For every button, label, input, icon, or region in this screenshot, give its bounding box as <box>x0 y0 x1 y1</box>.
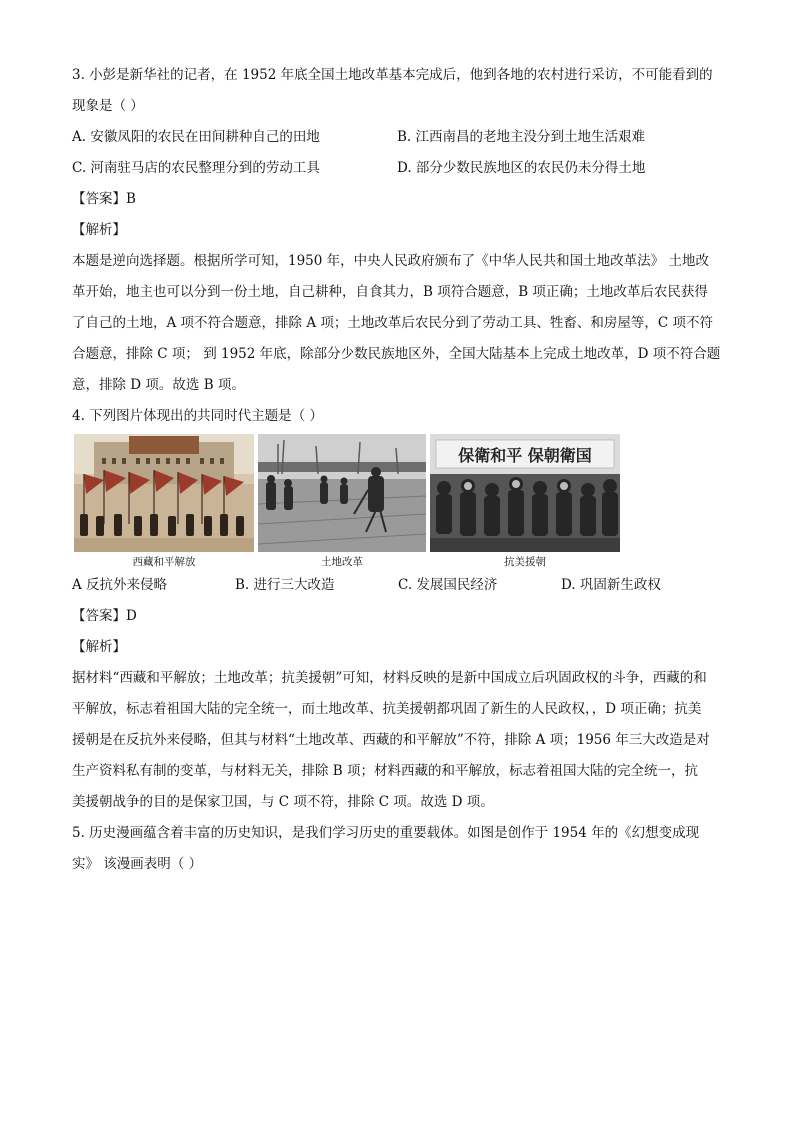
option-d: D. 巩固新生政权 <box>561 577 661 593</box>
question-3-analysis-line: 合题意，排除 C 项； 到 1952 年底，除部分少数民族地区外，全国大陆基本上完成土地改革，D 项不符合题 <box>72 346 721 362</box>
option-a: A 反抗外来侵略 <box>72 577 168 593</box>
option-b: B. 江西南昌的老地主没分到土地生活艰难 <box>397 129 646 145</box>
option-a: A. 安徽凤阳的农民在田间耕种自己的田地 <box>72 129 320 145</box>
question-3 <box>72 60 727 401</box>
option-b: B. 进行三大改造 <box>235 577 335 593</box>
question-3-analysis-line: 本题是逆向选择题。根据所学可知，1950 年，中央人民政府颁布了《中华人民共和国土地改革法》 土地改 <box>72 253 709 269</box>
photo-korea <box>430 434 620 570</box>
question-4-photos <box>74 434 727 570</box>
question-3-stem-line1: 3. 小彭是新华社的记者，在 1952 年底全国土地改革基本完成后，他到各地的农村进行采访，不可能看到的 <box>72 67 713 83</box>
question-4-analysis-line: 据材料“西藏和平解放；土地改革；抗美援朝”可知，材料反映的是新中国成立后巩固政权的斗争，西藏的和 <box>72 670 707 686</box>
question-3-analysis-line: 革开始，地主也可以分到一份土地，自己耕种，自食其力，B 项符合题意，B 项正确；土地改革后农民获得 <box>72 284 708 300</box>
question-4-stem: 4. 下列图片体现出的共同时代主题是（ ） <box>72 408 323 424</box>
exam-page <box>72 60 727 880</box>
question-4-analysis-label: 【解析】 <box>72 639 126 655</box>
question-4-analysis-line: 平解放，标志着祖国大陆的完全统一，而土地改革、抗美援朝都巩固了新生的人民政权，，D 项正确；抗美 <box>72 701 702 717</box>
question-3-analysis-line: 意，排除 D 项。故选 B 项。 <box>72 377 245 393</box>
option-d: D. 部分少数民族地区的农民仍未分得土地 <box>397 160 646 176</box>
option-c: C. 河南驻马店的农民整理分到的劳动工具 <box>72 160 320 176</box>
question-5-stem-line1: 5. 历史漫画蕴含着丰富的历史知识，是我们学习历史的重要载体。如图是创作于 1954 年的《幻想变成现 <box>72 825 700 841</box>
question-4-answer: 【答案】D <box>72 608 137 624</box>
question-5-stem-line2: 实》 该漫画表明（ ） <box>72 856 203 872</box>
photo-land-reform-image <box>258 434 426 552</box>
question-3-options-row1 <box>72 122 727 153</box>
photo-tibet-image <box>74 434 254 552</box>
question-3-stem-line2: 现象是（ ） <box>72 98 144 114</box>
question-4-analysis-line: 生产资料私有制的变革，与材料无关，排除 B 项；材料西藏的和平解放，标志着祖国大陆的完全统一，抗 <box>72 763 699 779</box>
photo-tibet <box>74 434 254 570</box>
question-4 <box>72 401 727 818</box>
question-3-analysis-line: 了自己的土地，A 项不符合题意，排除 A 项；土地改革后农民分到了劳动工具、牲畜、和房屋等，C 项不符 <box>72 315 713 331</box>
question-3-options-row2 <box>72 153 727 184</box>
photo-land-reform <box>258 434 426 570</box>
question-3-answer: 【答案】B <box>72 191 136 207</box>
photo-korea-image <box>430 434 620 552</box>
question-5 <box>72 818 727 880</box>
photo-land-reform-caption: 土地改革 <box>321 556 363 568</box>
question-4-analysis-line: 美援朝战争的目的是保家卫国，与 C 项不符，排除 C 项。故选 D 项。 <box>72 794 494 810</box>
korea-banner-text: 保衛和平 保朝衛国 <box>458 446 592 465</box>
question-4-options <box>72 570 727 601</box>
photo-tibet-caption: 西藏和平解放 <box>132 556 196 568</box>
question-3-analysis-label: 【解析】 <box>72 222 126 238</box>
option-c: C. 发展国民经济 <box>398 577 498 593</box>
photo-korea-caption: 抗美援朝 <box>504 556 546 568</box>
question-4-analysis-line: 援朝是在反抗外来侵略，但其与材料“土地改革、西藏的和平解放”不符，排除 A 项；1956 年三大改造是对 <box>72 732 710 748</box>
